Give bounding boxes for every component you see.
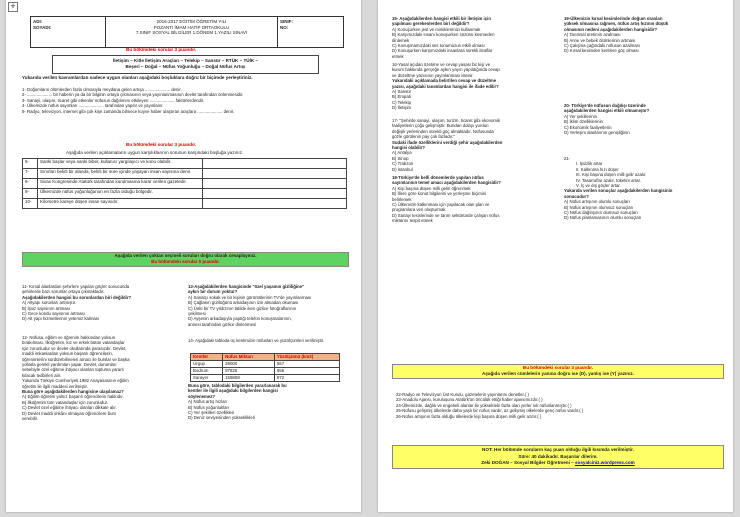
q13-line: annesi tarafından gizlice dinlenmesi xyxy=(188,321,257,327)
table-row xyxy=(23,199,347,209)
table-row xyxy=(23,189,347,199)
q17-stem: Sudaki ifade özelliklerini verdiği şehir aşağıdakilerden xyxy=(392,139,503,145)
surname-label: SOYADI: xyxy=(33,24,52,30)
tf-question-22[interactable]: 22-Radyo ve Televizyon Üst Kurulu, gazetelerin yayınlarını denetler.( ) xyxy=(396,392,529,397)
q20-option-a[interactable]: A) Yer şekillerinin xyxy=(564,113,597,119)
question-4: 4- Ülkemizde nüfus sayımları ..................... tarafından yapılır ve yayınlanır. xyxy=(22,103,164,109)
q17-line: değişik yerlerinden sürekli göç almaktadır. Nüfusunda xyxy=(392,128,494,134)
question-14: 14- Aşağıdaki tabloda üç kentimizin nüfusları ve yüzölçümleri verilmiştir. xyxy=(188,338,325,343)
title-cell xyxy=(106,17,278,47)
q19-option-a[interactable]: A) Tarımsal üretimin azalması xyxy=(564,32,621,38)
cell: Urgup xyxy=(191,361,223,368)
q11-line: 11- Kırsal alanlardan şehirlere yapılan göçler sonucunda xyxy=(22,284,130,289)
table-row xyxy=(23,169,347,179)
q14-stem: kentler ile ilgili aşağıdaki bilgilerden hangisi xyxy=(188,388,278,394)
true-false-questions xyxy=(396,392,726,419)
true-false-points: Bu bölümdeki sorular 3 puandır. xyxy=(522,365,594,370)
name-cell xyxy=(31,17,106,47)
q12-stem: Buna göre aşağıdakilerden hangisine ulaşılamaz? xyxy=(22,389,124,395)
teacher-name: Zeki DOĞAN – Sosyal Bilgiler Öğretmeni – xyxy=(481,460,574,465)
page-two xyxy=(378,0,733,512)
q20-option-d[interactable]: D) Yerleşim alanlarının genişliğinin xyxy=(564,130,630,136)
q18-option-c[interactable]: C) Ülkemizin kalkınması için yapılacak olan plan ve xyxy=(392,202,490,208)
tf-question-24[interactable]: 24-Ülkemizde, dağlık ve engebeli alanlar ile yüksekteki fazla olan yerler sık nüfuslanmıştır.( ) xyxy=(396,402,572,408)
question-2: 2- ..................... bir haberin ya da bir bilginin ortaya çıkmasının veya yayınlanmasının devlet tarafından önlenmesidir. xyxy=(22,92,244,98)
q19-stem: yüksek olmasına rağmen, nüfus artış hızının düşük xyxy=(564,21,669,27)
question-15 xyxy=(392,16,560,59)
q12-line: verebilir. xyxy=(22,416,38,422)
q12-line: öğrenimlerini sürdürebilmeleri amacı ile burslar ve başka xyxy=(22,356,130,362)
fill-in-questions xyxy=(22,87,352,114)
answer-cell[interactable] xyxy=(203,169,347,179)
q16-stem: yazısı, aşağıdaki tanımlardan hangisi ile ifade edilir? xyxy=(392,83,499,89)
row-text: Ülkemizde nüfus yoğunluğunun en fazla olduğu bölgedir. xyxy=(38,189,203,199)
q12-line: 12- Nüfusa, eğitim ve öğrenim hakkından yoksun xyxy=(22,335,116,340)
q12-line: öğretim ile ilgili maddesi verilmiştir. xyxy=(22,383,88,389)
q16-line: 16-Yasal açıdan özetime ve cevap yasası bir kişi ve xyxy=(392,62,491,67)
q21-statement: I. İşsizlik artar xyxy=(576,161,603,167)
name-label: ADI: xyxy=(33,19,43,24)
section2-instruction: Aşağıda verilen açıklamaların uygun karşılıklarının sorunun karşındaki boşluğa yazınız. xyxy=(66,150,244,155)
q11-option-d[interactable]: D) Alt yapı hizmetlerinin yetersiz kalması xyxy=(22,316,100,322)
q16-option-b[interactable]: B) Empati xyxy=(392,94,411,100)
row-number: 8- xyxy=(23,179,38,189)
page-one xyxy=(6,0,361,512)
true-false-instruction: Aşağıda verilen cümlelerin yanına doğru ise (D), yanlış ise (Y) yazınız. xyxy=(482,371,634,376)
q12-option-b[interactable]: B) İlköğretim tüm vatandaşlar için zorunludur. xyxy=(22,399,108,405)
table-row xyxy=(191,361,340,368)
question-16 xyxy=(392,62,560,111)
q12-line: kılacak tedbirleri alır. xyxy=(22,372,62,378)
row-number: 10- xyxy=(23,199,38,209)
table-row xyxy=(23,159,347,169)
row-number: 6- xyxy=(23,159,38,169)
q17-option-b[interactable]: B) Sinop xyxy=(392,155,409,161)
row-text: Kilometre kareye düşen insan sayısıdır. xyxy=(38,199,203,209)
q18-line: belirlemek xyxy=(392,196,412,202)
q13-stem: aykırı bir durum yoktur? xyxy=(188,289,238,295)
q13-option-d[interactable]: D) Ayşenin arkadaşıyla yaptığı telefon konuşmalarının, xyxy=(188,316,292,322)
answer-cell[interactable] xyxy=(203,199,347,209)
table-row xyxy=(23,179,347,189)
q14-stem: söylenemez? xyxy=(188,393,215,399)
note-line1: NOT: Her bölümde soruların kaç puan olduğu ilgili kısımda verilmiştir. xyxy=(482,447,634,452)
q17-option-d[interactable]: D) İstanbul xyxy=(392,166,413,172)
q13-option-b[interactable]: B) Çağlanın günlüğünü arkadaşının izin almadan okuması xyxy=(188,300,299,306)
exam-title: 7.SINIF SOSYAL BİLGİLER 1.DÖNEM 1.YAZILI SINAVI xyxy=(135,30,248,36)
cell: Bodrum xyxy=(191,368,223,375)
row-text: Sivas Kongresinde Atatürk tarafından kurulmasına karar verilen gazetedir. xyxy=(38,179,203,189)
multiple-choice-title: Aşağıda verilen çoktan seçmeli soruları doğru olarak cevaplayınız. xyxy=(114,253,257,258)
q18-stem: 18-Türkiye'de belli dönemlerde yapılan nüfus xyxy=(392,175,484,180)
q20-option-b[interactable]: B) İklim özelliklerinin xyxy=(564,119,603,125)
class-label: SINIF: xyxy=(280,19,293,24)
q17-option-c[interactable]: C) Trabzon xyxy=(392,161,414,167)
q20-stem: 20- Türkiye'de nüfusun dağılışı üzerinde xyxy=(564,103,646,108)
question-1: 1- Doğumların ölümlerden fazla olmasıyla meydana gelen artışa ..................... denir. xyxy=(22,87,182,92)
q16-line: kurum hakkında gerçeğe aykırı yayın yapıldığında cevap xyxy=(392,67,500,73)
cell: 557 xyxy=(274,361,339,368)
q13-option-a[interactable]: A) Sanatçı sokak ve bir kişinin görüntülerinin TV'de yayınlanması xyxy=(188,294,312,300)
exam-year: 2016-2017 EĞİTİM ÖĞRETİM YILI xyxy=(156,19,227,24)
q15-stem: yapılması gerekenlerden biri değildir? xyxy=(392,21,470,27)
question-21 xyxy=(564,156,729,221)
q16-stem: Yukarıdaki açıklamada belirtilen cevap ve düzeltme xyxy=(392,78,497,84)
q12-option-c[interactable]: C) Devlet özel eğitime ihtiyacı olanları dikkate alır. xyxy=(22,405,117,411)
q16-line: ve düzeltme yazısının yayınlanması istenir. xyxy=(392,72,474,78)
word-bank-line2: Beşeri – Doğal – Nüfus Yoğunluğu – Doğal Nüfus Artışı xyxy=(125,63,246,69)
q17-stem: hangisi olabilir? xyxy=(392,145,425,151)
q13-option-c[interactable]: C) Ünlü bir TV yıldızının tatilde iken gizlice fotoğraflarının xyxy=(188,305,297,311)
q16-option-a[interactable]: A) Sansür xyxy=(392,89,412,95)
number-label: NO: xyxy=(280,24,289,30)
teacher-line xyxy=(393,460,723,467)
q21-option-b[interactable]: B) Nüfus artışının olumsuz sonuçları xyxy=(564,204,634,210)
table-row xyxy=(191,375,340,382)
school-name: POZANTI İMAM HATİP ORTAOKULU xyxy=(153,24,230,30)
answer-cell[interactable] xyxy=(203,179,347,189)
q12-line: sebebiyle özel eğitime ihtiyacı olanları topluma yararlı xyxy=(22,367,124,373)
question-13 xyxy=(188,284,353,327)
question-11 xyxy=(22,284,182,322)
col-header: Yüzölçümü (km2) xyxy=(274,354,339,361)
q15-option-b[interactable]: B) Karşımızdaki insanı konuşurken sözünü kesmeden xyxy=(392,32,495,38)
q13-line: çekilmesi xyxy=(188,311,206,317)
word-bank-line1: İletişim – Kitle İletişim Araçları – Telekip – Sansür – RTÜK – TÜİK – xyxy=(112,58,258,63)
tf-question-26[interactable]: 26-Nüfus artışının fazla olduğu ülkelerde kişi başına düşen milli gelir azdır.( ) xyxy=(396,413,542,419)
q14-option-d[interactable]: D) Deniz seviyesinden yükseklikleri xyxy=(188,415,256,421)
q21-option-c[interactable]: C) Nüfus dağılışının olumsuz sonuçları xyxy=(564,210,638,216)
q16-option-c[interactable]: C) Telekip xyxy=(392,99,412,105)
table-header-row xyxy=(191,354,340,361)
cell: 972 xyxy=(274,375,339,382)
q11-option-c[interactable]: C) Gece kondu sayısının artması xyxy=(22,311,85,317)
q11-stem: Aşağıdakilerden hangisi bu sorunlardan biri değildir? xyxy=(22,294,132,300)
multiple-choice-points: Bu bölümdeki sorular 5 puandır. xyxy=(151,259,220,264)
q21-stem: Yukarıda verilen sonuçlar aşağıdakilerden hangisinin xyxy=(564,188,673,194)
note-banner xyxy=(392,445,724,469)
q21-option-a[interactable]: A) Nüfus artışının olumlu sonuçları xyxy=(564,199,630,205)
q14-option-b[interactable]: B) Nüfus yoğunlukları xyxy=(188,404,230,410)
question-18 xyxy=(392,175,560,224)
q16-option-d[interactable]: D) İletişim xyxy=(392,105,412,111)
question-19 xyxy=(564,16,729,54)
note-line2: Süre: 40 dakikadır. Başarılar dilerim. xyxy=(518,453,598,459)
q14-option-a[interactable]: A) Nüfus artış hızları xyxy=(188,399,228,405)
answer-cell[interactable] xyxy=(203,159,347,169)
question-5: 5- Radyo, televizyon, internet gibi çok kişe zamanda bilmece koyve haber ulaştıran araçlara ..................... denir. xyxy=(22,108,235,114)
resize-handle-icon[interactable]: ✛ xyxy=(8,2,18,12)
row-text: Sanki başlar veya sanki biber, kullanıcı yargılayıcı ve konu olabilir. xyxy=(38,159,203,169)
question-20 xyxy=(564,103,729,135)
matching-table xyxy=(22,158,347,209)
tf-question-23[interactable]: 23-Anadolu Ajansı, kuruluşunu Atatürk'ün öncülük ettiği haber ajansımızdır.( ) xyxy=(396,397,543,403)
q21-option-d[interactable]: D) Nüfus planlamasının olumlu sonuçları xyxy=(564,215,642,221)
q18-option-d[interactable]: D) Sanayi tesislerinde ve tarım sektöründe çalışan nüfus xyxy=(392,212,500,218)
exam-header xyxy=(30,16,344,48)
q13-stem: 13-Aşağıdakilerden hangisinde "özel yaşamın gizliliğine" xyxy=(188,284,305,289)
q20-stem: aşağıdakilerden hangisi etkili olmamıştır? xyxy=(564,108,650,114)
q15-line: etmek xyxy=(392,53,404,59)
q17-line: gözle görülenin pay çok fazladır." xyxy=(392,134,455,140)
website-link[interactable]: sosyalciniz.wordpress.com xyxy=(574,460,635,465)
cell: 28000 xyxy=(223,361,275,368)
q18-stem: sayımlarının temel amacı aşağıdakilerden hangisidir? xyxy=(392,180,501,186)
section1-points: Bu bölümdeki sorular 3 puandır. xyxy=(126,47,197,52)
q15-stem: 15- Aşağıdakilerden hangisi etkili bir iletişim için xyxy=(392,16,491,21)
cell: Sarayer xyxy=(191,375,223,382)
q21-statement: V. İç ve dış göçler artar. xyxy=(576,183,621,189)
tf-question-25[interactable]: 25-Nüfusu gelişmiş ülkelerde daha yaşlı bir nüfus vardır, az gelişmiş ülkelerde genç nüfus vardır.( ) xyxy=(396,408,584,414)
word-bank xyxy=(52,55,319,74)
q19-option-d[interactable]: D) Kırsal kesimden kentlere göç olması xyxy=(564,48,639,54)
q11-line: şehirlerde bazı sorunlar ortaya çıkmaktadır. xyxy=(22,289,105,295)
q21-statement: IV. Tasarruflar azalır, tüketim artar. xyxy=(576,177,641,183)
q19-option-c[interactable]: C) Çalışma çağındaki nüfusun azalması xyxy=(564,43,640,49)
q12-option-d[interactable]: D) Devlet maddi imkânı olmayan öğrencilere burs xyxy=(22,410,117,416)
question-12 xyxy=(22,335,182,422)
q19-stem: 19-Ülkemizin kırsal kesimlerinde doğum oranları xyxy=(564,16,663,21)
q14-option-c[interactable]: C) Yer şekilleri özellikleri xyxy=(188,410,235,416)
q15-option-c[interactable]: C) Konuşmamızdaki ses tonumuzun etkili olması xyxy=(392,43,485,49)
q21-stem: sonucudur? xyxy=(564,193,589,199)
question-3: 3- Sanayi, ulaşım, ticaret gibi etkenler nüfusun dağılımını etkileyen ..................... faktörlerdendir. xyxy=(22,97,205,103)
q12-line: maddi imkanlardan yoksun başarılı öğrencilerin, xyxy=(22,351,113,357)
multiple-choice-banner xyxy=(22,252,349,267)
q18-option-a[interactable]: A) Kişi başına düşen milli geliri öğrenmek xyxy=(392,185,471,191)
section2-points: Bu bölümdeki sorular 3 puandır. xyxy=(126,142,197,147)
cell: 656 xyxy=(274,368,339,375)
q18-option-b[interactable]: B) İllere göre konut bilgilerini ve yerleşme biçimini xyxy=(392,191,487,197)
q11-option-a[interactable]: A) Altyapı sorunları artmıştır. xyxy=(22,300,77,306)
q15-option-a[interactable]: A) Konuşurken jest ve mimiklerimizi kullanmak xyxy=(392,26,481,32)
q12-line: yollarla gerekli yardımları yapar. Devlet, durumları xyxy=(22,362,117,368)
q21-number: 21- xyxy=(564,156,571,161)
q21-statement: III. Kişi başına düşen milli gelir azalır. xyxy=(576,172,647,178)
q12-line: bırakılması. İlköğretim, kız ve erkek bütün vatandaşlar xyxy=(22,340,125,346)
answer-cell[interactable] xyxy=(203,189,347,199)
col-header: Kentler xyxy=(191,354,223,361)
q17-line: 17- "Şehirde sanayi, ulaşım, turizm, ticaret gibi ekonomik xyxy=(392,118,501,123)
q11-option-b[interactable]: B) İşsiz sayısının artması xyxy=(22,305,70,311)
cell: 97826 xyxy=(223,368,275,375)
section1-instruction: Yukarıda verilen kavramlardan sadece uygun olanları aşağıdaki boşluklara doğru bir biçimde yerleştiriniz. xyxy=(22,75,253,80)
class-cell xyxy=(278,17,343,47)
city-table xyxy=(190,353,340,382)
q15-line: dinlemek xyxy=(392,37,410,43)
row-number: 9- xyxy=(23,189,38,199)
q19-option-b[interactable]: B) Anne ve bebek ölümlerinin artması xyxy=(564,37,636,43)
row-text: Sınırları belirli bir alanda, belirli bir süre içinde yaşayan insan sayısına denir. xyxy=(38,169,203,179)
col-header: Nüfus Miktarı xyxy=(223,354,275,361)
q17-line: faaliyetlerin çoğu gelişmiştir. Bundan dolayı yurdun xyxy=(392,123,489,129)
q12-line: için zorunludur ve devlet okullarında parasızdır. Devlet, xyxy=(22,345,127,351)
cell: 159808 xyxy=(223,375,275,382)
q19-stem: olmasının nedeni aşağıdakilerden hangisidir? xyxy=(564,26,658,32)
true-false-banner xyxy=(392,364,724,379)
table-row xyxy=(191,368,340,375)
question-14-options xyxy=(188,383,348,421)
q12-line: Yukarıda Türkiye Cumhuriyeti 1982 Anayasasının eğitim xyxy=(22,378,129,384)
row-number: 7- xyxy=(23,169,38,179)
q15-option-d[interactable]: D) Konuşurken karşımızdaki insanlara sürekli itiraflar xyxy=(392,48,493,54)
q18-line: programlara veri oluşturmak xyxy=(392,207,446,213)
q20-option-c[interactable]: C) Ekonomik faaliyetlerin xyxy=(564,124,612,130)
q17-option-a[interactable]: A) Antalya xyxy=(392,150,412,156)
question-17 xyxy=(392,118,560,172)
q12-option-a[interactable]: A) Eğitim-öğretim yalnız başarılı öğrencilerin hakkıdır. xyxy=(22,394,124,400)
q14-stem: Buna göre, tablodaki bilgilerden yararlanarak bu xyxy=(188,383,287,388)
q21-statement: II. Kalkınma hızı düşer xyxy=(576,166,619,172)
q18-line: miktarını tespit etmek xyxy=(392,218,433,224)
